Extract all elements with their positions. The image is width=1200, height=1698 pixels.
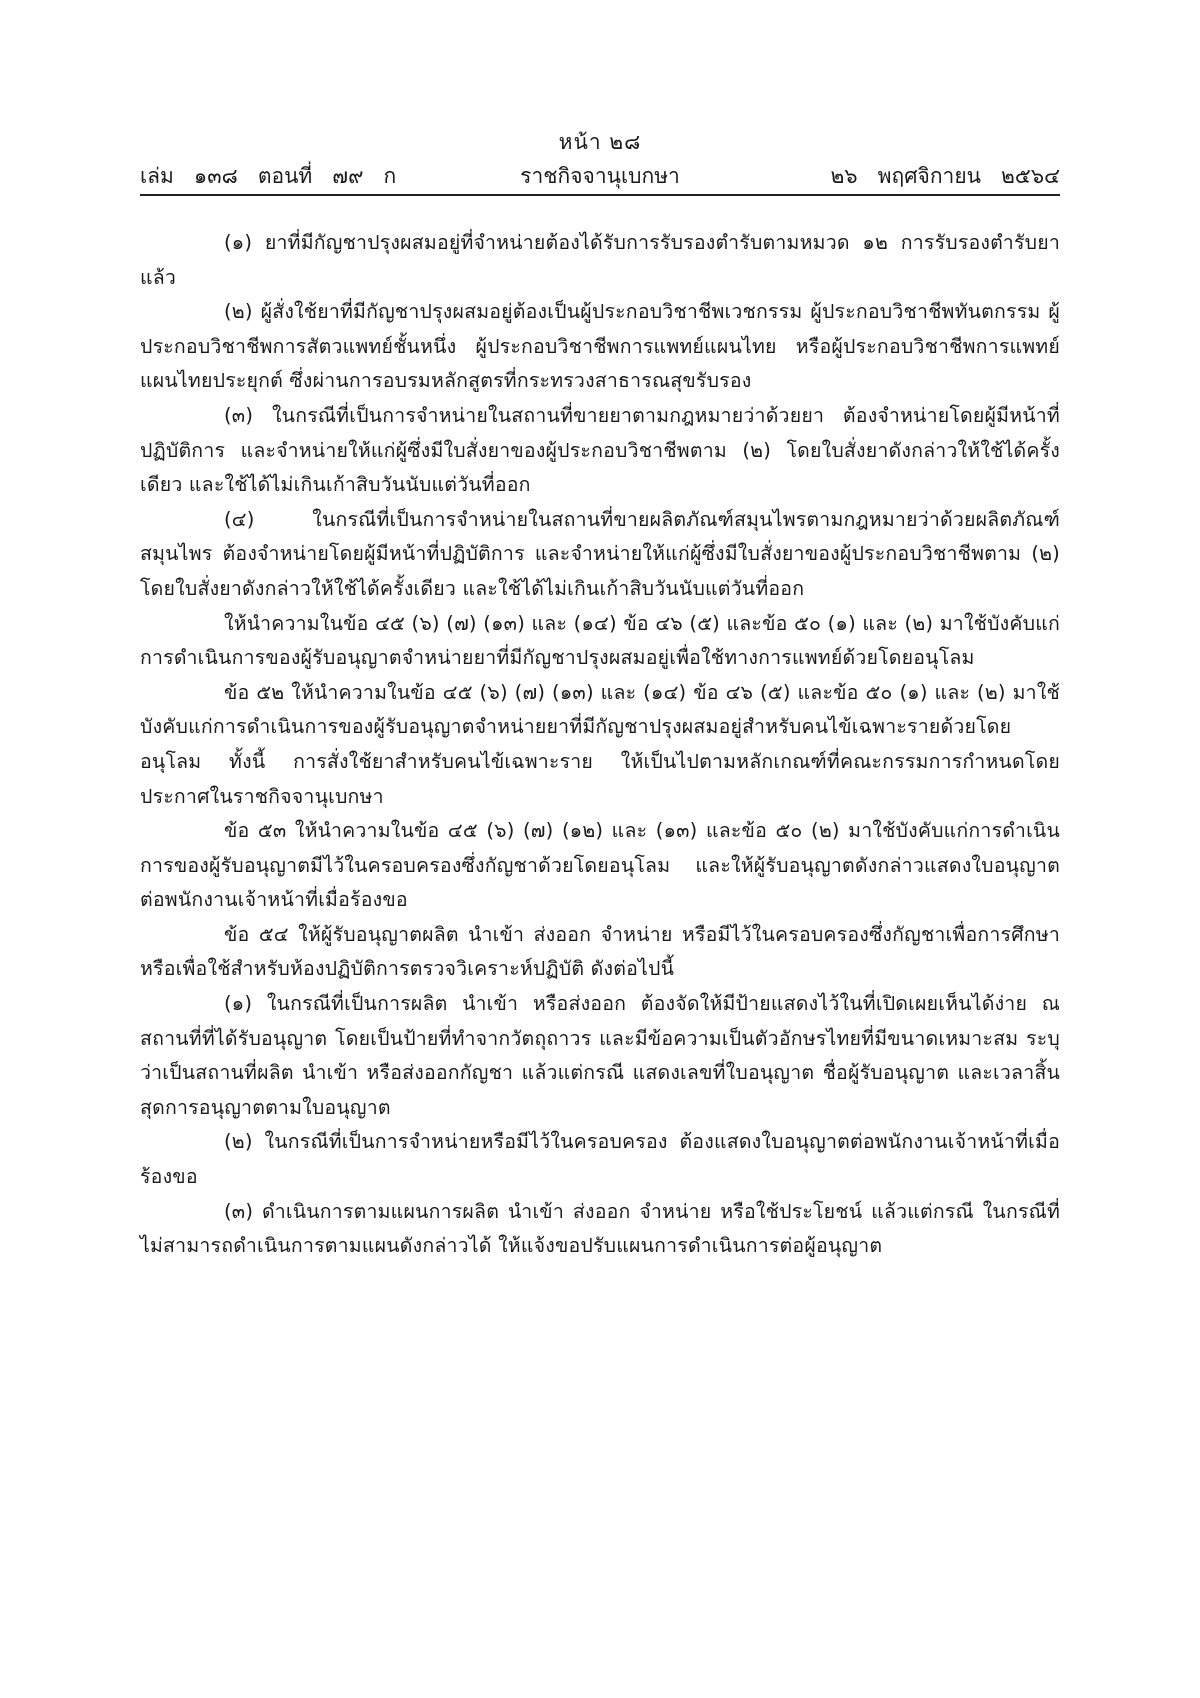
document-body (140, 226, 1060, 1264)
publication-title: ราชกิจจานุเบกษา (520, 164, 680, 188)
header-row (140, 160, 1060, 190)
paragraph-article-54-clause-1: (๑) ในกรณีที่เป็นการผลิต นำเข้า หรือส่งออก ต้องจัดให้มีป้ายแสดงไว้ในที่เปิดเผยเห็นได้ง่าย ณ สถานที่ที่ได้รับอนุญาต โดยเป็นป้ายที่ทำจากวัตถุถาวร และมีข้อความเป็นตัวอักษรไทยที่มีขนาดเหมาะสม ระบุว่าเป็นสถานที่ผลิต นำเข้า หรือส่งออกกัญชา แล้วแต่กรณี แสดงเลขที่ใบอนุญาต ชื่อผู้รับอนุญาต และเวลาสิ้นสุดการอนุญาตตามใบอนุญาต (140, 992, 1060, 1119)
page-number: หน้า ๒๘ (558, 130, 642, 154)
paragraph-clause-4: (๔) ในกรณีที่เป็นการจำหน่ายในสถานที่ขายผลิตภัณฑ์สมุนไพรตามกฎหมายว่าด้วยผลิตภัณฑ์สมุนไพร ต้องจำหน่ายโดยผู้มีหน้าที่ปฏิบัติการ และจำหน่ายให้แก่ผู้ซึ่งมีใบสั่งยาของผู้ประกอบวิชาชีพตาม (๒) โดยใบสั่งยาดังกล่าวให้ใช้ได้ครั้งเดียว และใช้ได้ไม่เกินเก้าสิบวันนับแต่วันที่ออก (140, 507, 1060, 600)
paragraph-article-52: ข้อ ๕๒ ให้นำความในข้อ ๔๕ (๖) (๗) (๑๓) และ (๑๔) ข้อ ๔๖ (๕) และข้อ ๕๐ (๑) และ (๒) มาใช้บังคับแก่การดำเนินการของผู้รับอนุญาตจำหน่ายยาที่มีกัญชาปรุงผสมอยู่สำหรับคนไข้เฉพาะรายด้วยโดยอนุโลม ทั้งนี้ การสั่งใช้ยาสำหรับคนไข้เฉพาะราย ให้เป็นไปตามหลักเกณฑ์ที่คณะกรรมการกำหนดโดยประกาศในราชกิจจานุเบกษา (140, 680, 1060, 808)
paragraph-article-53: ข้อ ๕๓ ให้นำความในข้อ ๔๕ (๖) (๗) (๑๒) และ (๑๓) และข้อ ๕๐ (๒) มาใช้บังคับแก่การดำเนินการของผู้รับอนุญาตมีไว้ในครอบครองซึ่งกัญชาด้วยโดยอนุโลม และให้ผู้รับอนุญาตดังกล่าวแสดงใบอนุญาตต่อพนักงานเจ้าหน้าที่เมื่อร้องขอ (140, 819, 1060, 912)
paragraph-clause-1: (๑) ยาที่มีกัญชาปรุงผสมอยู่ที่จำหน่ายต้องได้รับการรับรองตำรับตามหมวด ๑๒ การรับรองตำรับยาแล้ว (140, 231, 1060, 289)
volume-issue: เล่ม ๑๓๘ ตอนที่ ๗๙ ก (140, 164, 397, 188)
paragraph-clause-2: (๒) ผู้สั่งใช้ยาที่มีกัญชาปรุงผสมอยู่ต้องเป็นผู้ประกอบวิชาชีพเวชกรรม ผู้ประกอบวิชาชีพทันตกรรม ผู้ประกอบวิชาชีพการสัตวแพทย์ชั้นหนึ่ง ผู้ประกอบวิชาชีพการแพทย์แผนไทย หรือผู้ประกอบวิชาชีพการแพทย์แผนไทยประยุกต์ ซึ่งผ่านการอบรมหลักสูตรที่กระทรวงสาธารณสุขรับรอง (140, 300, 1060, 393)
paragraph-article-54: ข้อ ๕๔ ให้ผู้รับอนุญาตผลิต นำเข้า ส่งออก จำหน่าย หรือมีไว้ในครอบครองซึ่งกัญชาเพื่อการศึกษาหรือเพื่อใช้สำหรับห้องปฏิบัติการตรวจวิเคราะห์ปฏิบัติ ดังต่อไปนี้ (140, 922, 1060, 981)
paragraph-article-54-clause-3: (๓) ดำเนินการตามแผนการผลิต นำเข้า ส่งออก จำหน่าย หรือใช้ประโยชน์ แล้วแต่กรณี ในกรณีที่ไม่สามารถดำเนินการตามแผนดังกล่าวได้ ให้แจ้งขอปรับแผนการดำเนินการต่อผู้อนุญาต (140, 1199, 1060, 1258)
paragraph-article-54-clause-2: (๒) ในกรณีที่เป็นการจำหน่ายหรือมีไว้ในครอบครอง ต้องแสดงใบอนุญาตต่อพนักงานเจ้าหน้าที่เมื่อร้องขอ (140, 1130, 1060, 1189)
paragraph-clause-3: (๓) ในกรณีที่เป็นการจำหน่ายในสถานที่ขายยาตามกฎหมายว่าด้วยยา ต้องจำหน่ายโดยผู้มีหน้าที่ปฏิบัติการ และจำหน่ายให้แก่ผู้ซึ่งมีใบสั่งยาของผู้ประกอบวิชาชีพตาม (๒) โดยใบสั่งยาดังกล่าวให้ใช้ได้ครั้งเดียว และใช้ได้ไม่เกินเก้าสิบวันนับแต่วันที่ออก (140, 403, 1060, 497)
header-divider (140, 194, 1060, 196)
publication-date: ๒๖ พฤศจิกายน ๒๕๖๔ (830, 164, 1060, 188)
paragraph-apply-provisions: ให้นำความในข้อ ๔๕ (๖) (๗) (๑๓) และ (๑๔) ข้อ ๔๖ (๕) และข้อ ๕๐ (๑) และ (๒) มาใช้บังคับแก่การดำเนินการของผู้รับอนุญาตจำหน่ายยาที่มีกัญชาปรุงผสมอยู่เพื่อใช้ทางการแพทย์ด้วยโดยอนุโลม (140, 611, 1060, 670)
